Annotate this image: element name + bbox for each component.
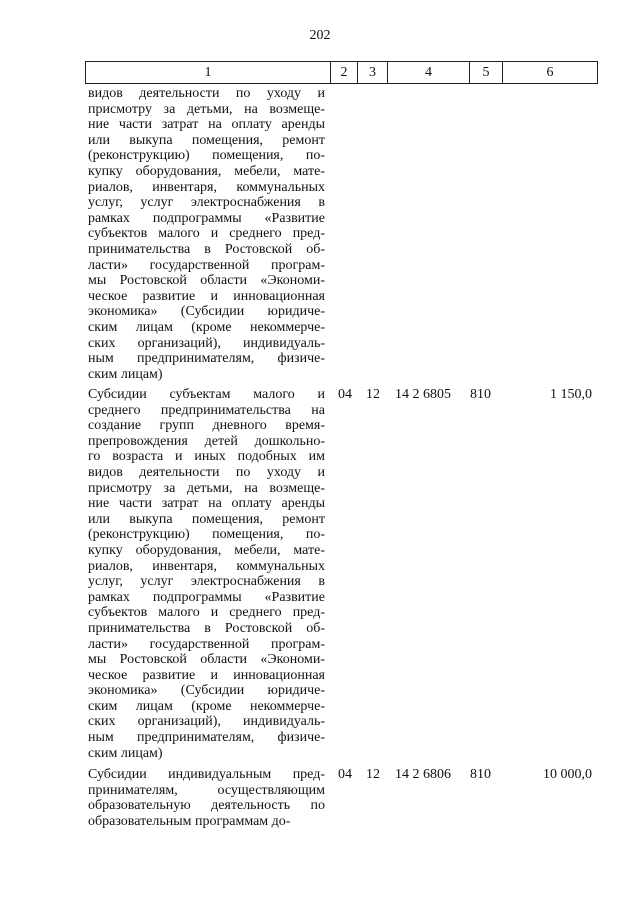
text-line: образовательным программам до-: [88, 813, 291, 829]
text-line: ских организаций), индивидуаль-: [88, 335, 325, 351]
text-line: видов деятельности по уходу и: [88, 86, 325, 101]
text-line: Субсидии индивидуальным пред-: [88, 767, 325, 782]
text-line: субъектов малого и среднего пред-: [88, 226, 325, 242]
header-col-4: 4: [388, 62, 470, 83]
text-line: рамках подпрограммы «Развитие: [88, 210, 325, 226]
continuation-text: [88, 86, 325, 382]
text-line: рамках подпрограммы «Развитие: [88, 589, 325, 605]
text-line: принимательства в Ростовской об-: [88, 620, 325, 636]
text-line: услуг, услуг электроснабжения в: [88, 195, 325, 211]
header-col-3: 3: [358, 62, 388, 83]
row-col-3: 12: [366, 767, 380, 782]
text-line: риалов, инвентаря, коммунальных: [88, 179, 325, 195]
text-line: мы Ростовской области «Экономи-: [88, 652, 325, 668]
header-col-6: 6: [546, 65, 554, 80]
text-line: ласти» государственной програм-: [88, 636, 325, 652]
text-line: видов деятельности по уходу и: [88, 464, 325, 480]
text-line: экономика» (Субсидии юридиче-: [88, 683, 325, 699]
text-line: экономика» (Субсидии юридиче-: [88, 304, 325, 320]
table-header-row: [85, 61, 598, 84]
text-line: субъектов малого и среднего пред-: [88, 605, 325, 621]
text-line: ным предпринимателям, физиче-: [88, 351, 325, 367]
text-line: ческое развитие и инновационная: [88, 667, 325, 683]
text-line: ным предпринимателям, физиче-: [88, 730, 325, 746]
header-col-1: 1: [86, 62, 331, 83]
row-col-5: 810: [470, 767, 491, 782]
text-line: купку оборудования, мебели, мате-: [88, 542, 325, 558]
text-line: или выкупа помещения, ремонт: [88, 132, 325, 148]
text-line: ласти» государственной програм-: [88, 257, 325, 273]
text-line: ским лицам (кроме некоммерче-: [88, 698, 325, 714]
row-col-6: 1 150,0: [550, 387, 592, 402]
text-line: принимателям, осуществляющим: [88, 782, 325, 798]
text-line: мы Ростовской области «Экономи-: [88, 273, 325, 289]
budget-table: [85, 61, 598, 84]
text-line: препровождения детей дошкольно-: [88, 433, 325, 449]
text-line: ским лицам (кроме некоммерче-: [88, 319, 325, 335]
text-line: присмотру за детьми, на возмеще-: [88, 101, 325, 117]
text-line: ских организаций), индивидуаль-: [88, 714, 325, 730]
text-line: го возраста и иных подобных им: [88, 449, 325, 465]
row-description: [88, 767, 325, 829]
row-col-3: 12: [366, 387, 380, 402]
header-col-5: 5: [470, 62, 503, 83]
text-line: (реконструкцию) помещения, по-: [88, 527, 325, 543]
text-line: ским лицам): [88, 366, 163, 382]
row-col-4: 14 2 6806: [395, 767, 451, 782]
text-line: создание групп дневного время-: [88, 418, 325, 434]
row-description: [88, 387, 325, 761]
text-line: среднего предпринимательства на: [88, 402, 325, 418]
row-col-2: 04: [338, 767, 352, 782]
text-line: ческое развитие и инновационная: [88, 288, 325, 304]
text-line: присмотру за детьми, на возмеще-: [88, 480, 325, 496]
text-line: (реконструкцию) помещения, по-: [88, 148, 325, 164]
row-col-6: 10 000,0: [543, 767, 592, 782]
row-col-2: 04: [338, 387, 352, 402]
text-line: ским лицам): [88, 745, 163, 761]
text-line: Субсидии субъектам малого и: [88, 387, 325, 402]
row-col-5: 810: [470, 387, 491, 402]
page-number: 202: [309, 28, 331, 43]
text-line: услуг, услуг электроснабжения в: [88, 574, 325, 590]
row-col-4: 14 2 6805: [395, 387, 451, 402]
text-line: принимательства в Ростовской об-: [88, 241, 325, 257]
text-line: ние части затрат на оплату аренды: [88, 117, 325, 133]
text-line: или выкупа помещения, ремонт: [88, 511, 325, 527]
text-line: риалов, инвентаря, коммунальных: [88, 558, 325, 574]
text-line: образовательную деятельность по: [88, 798, 325, 814]
text-line: купку оборудования, мебели, мате-: [88, 163, 325, 179]
header-col-2: 2: [331, 62, 358, 83]
text-line: ние части затрат на оплату аренды: [88, 496, 325, 512]
